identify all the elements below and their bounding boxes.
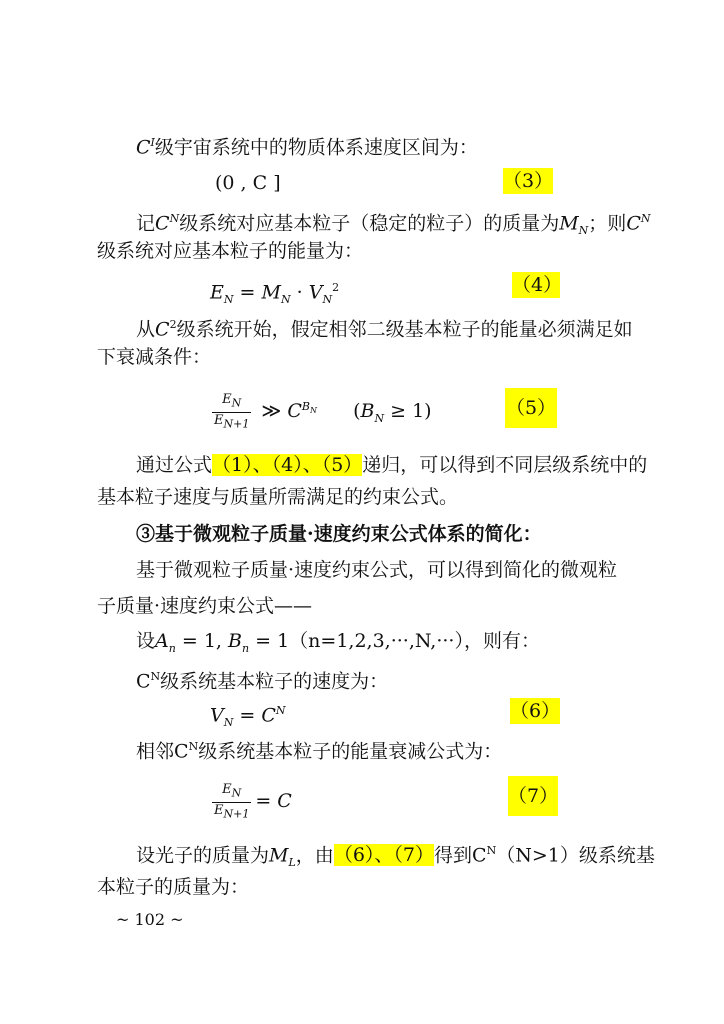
- equation-3: (0 , C ]: [215, 172, 281, 194]
- paragraph-recursion-line2: 基本粒子速度与质量所需满足的约束公式。: [97, 486, 459, 508]
- paragraph-recursion-line1: 通过公式（1）、（4）、（5）递归，可以得到不同层级系统中的: [136, 454, 648, 476]
- equation-tag-4: （4）: [512, 274, 563, 296]
- equation-tag-7: （7）: [508, 776, 558, 816]
- equation-7: $\frac{E_N}{E_{N+1}}$ = C: [214, 782, 292, 821]
- formula-reference-highlight: （1）、（4）、（5）: [212, 454, 363, 476]
- paragraph-assumption: 设$A_n = 1$, $B_n = 1(n=1,2,3,\cdot\cdot\cdot,N,\cdot\cdot\cdot)$，则有：: [136, 630, 540, 655]
- paragraph-simplified-line1: 基于微观粒子质量·速度约束公式，可以得到简化的微观粒: [136, 559, 618, 581]
- symbol-c: C: [136, 136, 151, 159]
- paragraph-photon-line1: 设光子的质量为$M_L$，由（6）、（7）得到$C^N(N>1)$级系统基: [136, 844, 655, 870]
- paragraph-velocity: $C^N$级系统基本粒子的速度为：: [136, 670, 389, 693]
- equation-tag-6: （6）: [510, 700, 561, 722]
- paragraph-decay-line1: 从$C^2$级系统开始，假定相邻二级基本粒子的能量必须满足如: [136, 318, 633, 341]
- paragraph-mass-line2: 级系统对应基本粒子的能量为：: [97, 240, 364, 262]
- fraction-en-en1: $\frac{E_N}{E_{N+1}}$: [214, 392, 250, 431]
- equation-tag-5: （5）: [505, 388, 557, 428]
- section-heading: ③基于微观粒子质量·速度约束公式体系的简化：: [136, 523, 542, 545]
- formula-reference-highlight-2: （6）、（7）: [333, 844, 434, 867]
- equation-tag-3: （3）: [503, 170, 554, 192]
- equation-5: $\frac{E_N}{E_{N+1}}$ ≫ $C^{B_N}$ $(B_N \ge 1)$: [214, 392, 432, 431]
- paragraph-mass-line1: 记$C^N$级系统对应基本粒子（稳定的粒子）的质量为$M_N$；则$C^N$: [136, 212, 651, 238]
- paragraph-simplified-line2: 子质量·速度约束公式——: [97, 595, 313, 617]
- paragraph-velocity-range: $C^I$级宇宙系统中的物质体系速度区间为：: [136, 136, 478, 159]
- page-number: ~ 102 ~: [116, 910, 184, 929]
- paragraph-decay-line2: 下衰减条件：: [97, 346, 212, 368]
- fraction-en-en1-b: $\frac{E_N}{E_{N+1}}$: [214, 782, 250, 821]
- paragraph-energy-decay: 相邻$C^N$级系统基本粒子的能量衰减公式为：: [136, 740, 503, 763]
- equation-6: $V_N = C^N$: [210, 704, 286, 730]
- equation-4: $E_N = M_N \cdot V_N^2$: [210, 281, 340, 307]
- paragraph-photon-line2: 本粒子的质量为：: [97, 876, 250, 898]
